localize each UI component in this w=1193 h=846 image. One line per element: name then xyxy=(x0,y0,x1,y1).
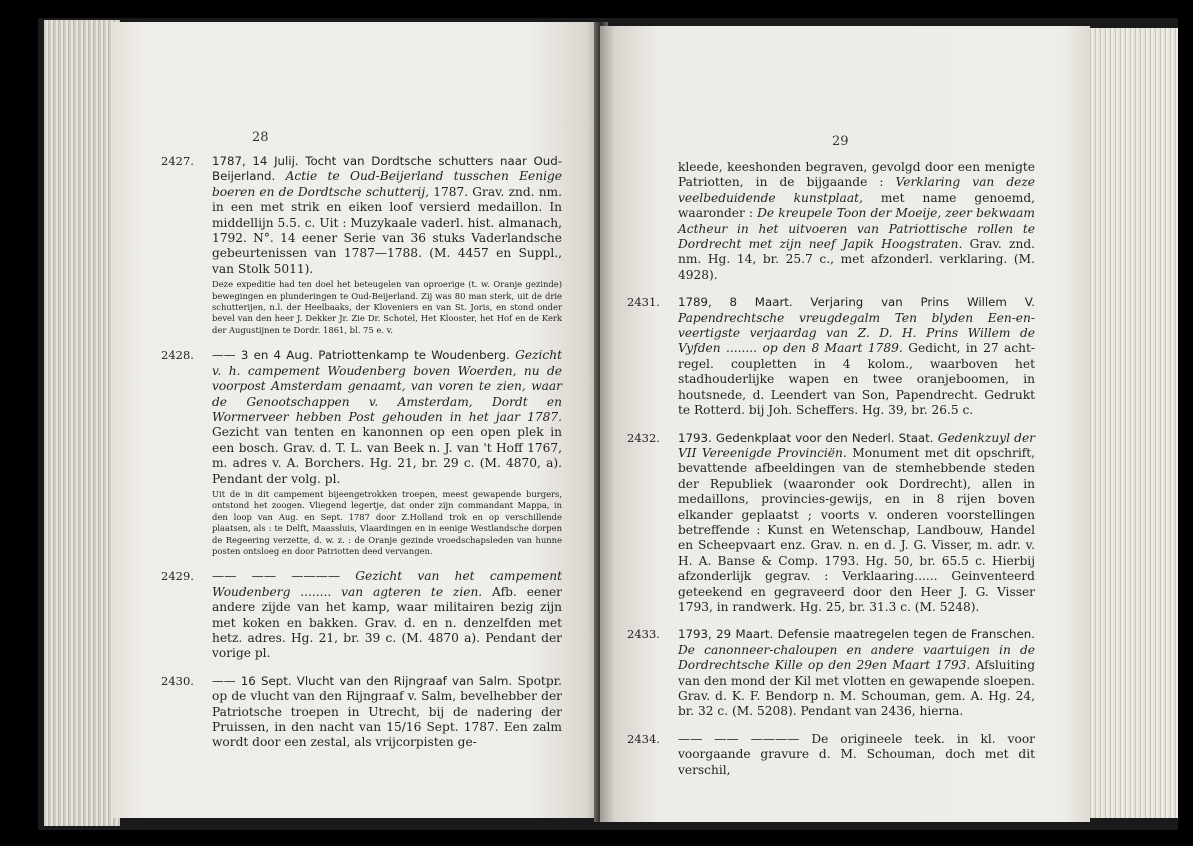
continuation-text-2: met name genoemd, waaronder : xyxy=(678,190,1036,221)
entry-number: 2429. xyxy=(161,569,194,584)
entry-text: Gezicht van tenten en kanonnen op een open plek in een bosch. Grav. d. T. L. van Beek n. J. van 't Hoff 1767, m. adres v. A. Borchers. Hg. 21, br. 29 c. (M. 4870, a). Pendant der volg. pl. xyxy=(212,425,562,486)
right-column xyxy=(627,160,1036,790)
right-page xyxy=(600,26,1090,822)
entry-number: 2430. xyxy=(161,673,194,688)
catalog-entry xyxy=(627,295,1036,418)
page-number: 29 xyxy=(832,134,849,149)
catalog-entry xyxy=(627,430,1036,616)
entry-text: Afb. eener andere zijde van het kamp, waar militairen bezig zijn met koken en bakken. Grav. d. en n. denzelfden met hetz. adres. Hg. 21, br. 39 c. (M. 4870 a). Pendant der vorige pl. xyxy=(212,584,563,661)
continuation-title-2: De kreupele Toon der Moeije, zeer bekwaam Actheur in het uitvoeren van Patriottische rollen te Dordrecht met zijn neef Japik Hoogstraten. xyxy=(678,206,1035,252)
entry-title: Actie te Oud-Beijerland tusschen Eenige boeren en de Dordtsche schutterij, xyxy=(212,169,562,199)
entry-text: De origineele teek. in kl. voor voorgaande gravure d. M. Schouman, doch met dit verschil, xyxy=(678,731,1035,777)
entry-title: Gedenkzuyl der VII Vereenigde Provinciën. xyxy=(678,430,1035,460)
entry-text: 1787. Grav. znd. nm. in een met strik en eiken loof versierd medaillon. In middellijn 5.5. c. Uit : Muzykaale vaderl. hist. almanach, 1792. N°. 14 eener Serie van 36 stuks Vaderlandsche gebeurtenissen van 1787—1788. (M. 4457 en Suppl., van Stolk 5011). xyxy=(212,184,562,276)
left-page-edges xyxy=(44,20,120,826)
entry-heading: —— 3 en 4 Aug. Patriottenkamp te Woudenberg. xyxy=(212,348,510,363)
entry-text: Gedicht, in 27 acht-regel. coupletten in 4 kolom., waarboven het stadhouderlijke wapen en twee oranjeboomen, in houtsnede, d. Leendert van Son, Papendrecht. Gedrukt te Rotterd. bij Joh. Scheffers. Hg. 39, br. 26.5 c. xyxy=(678,341,1036,418)
continued-entry xyxy=(678,160,1035,283)
entry-heading: 1793. Gedenkplaat voor den Nederl. Staat. xyxy=(678,430,934,445)
entry-number: 2433. xyxy=(627,627,660,642)
continuation-text-3: Grav. znd. nm. Hg. 14, br. 25.7 c., met afzonderl. verklaring. (M. 4928). xyxy=(678,237,1035,282)
entry-heading: —— —— ———— xyxy=(212,569,356,584)
catalog-entry xyxy=(627,731,1035,778)
left-column xyxy=(161,154,563,763)
entry-note: Deze expeditie had ten doel het beteugelen van oproerige (t. w. Oranje gezinde) bewegingen en plunderingen te Oud-Beijerland. Zij was 80 man sterk, uit de drie schutterijen, n.l. der Heelbaaks, der Kloveniers en van St. Joris, en stond onder bevel van den heer J. Dekker Jr. Zie Dr. Schotel, Het Klooster, het Hof en de Kerk der Augustijnen te Dordr. 1861, bl. 75 e. v. xyxy=(212,279,562,335)
entry-title: Gezicht van het campement Woudenberg ........ van agteren te zien. xyxy=(212,569,562,599)
entry-heading: —— 16 Sept. Vlucht van den Rijngraaf van Salm. xyxy=(212,673,513,688)
entry-number: 2432. xyxy=(627,430,660,445)
entry-heading: —— —— ———— xyxy=(678,731,812,746)
entry-title: Gezicht v. h. campement Woudenberg boven Woerden, nu de voorpost Amsterdam genaamt, van voren te zien, waar de Genootschappen v. Amsterdam, Dordt en Wormerveer hebben Post gehouden in het jaar 1787. xyxy=(212,348,562,424)
catalog-entry xyxy=(627,627,1035,719)
entry-heading: 1789, 8 Maart. Verjaring van Prins Willem V. xyxy=(678,295,1035,310)
continuation-title: Verklaring van deze veelbeduidende kunstplaat, xyxy=(678,175,1035,205)
entry-heading: 1793, 29 Maart. Defensie maatregelen tegen de Franschen. xyxy=(678,627,1035,642)
entry-title: De canonneer-chaloupen en andere vaartuigen in de Dordrechtsche Kille op den 29en Maart 1793. xyxy=(678,642,1035,673)
entry-number: 2427. xyxy=(161,154,194,168)
catalog-entry xyxy=(161,673,562,751)
catalog-entry xyxy=(161,154,562,336)
right-page-edges xyxy=(1088,28,1178,818)
entry-title: Papendrechtsche vreugdegalm Ten blyden Een-en-veertigste verjaardag van Z. D. H. Prins Willem de Vyfden ........ op den 8 Maart 1789. xyxy=(678,310,1035,356)
entry-note: Uit de in dit campement bijeengetrokken troepen, meest gewapende burgers, ontstond het zoogen. Vliegend legertje, dat onder zijn commandant Mappa, in den loop van Aug. en Sept. 1787 door Z.Holland trok en op verschillende plaatsen, als : te Delft, Maassluis, Vlaardingen en in eenige Westlandsche dorpen de Regeering verzette, d. w. z. : de Oranje gezinde vroedschapsleden van hunne posten ontsloeg en door Patriotten deed vervangen. xyxy=(212,488,562,556)
continuation-text: kleede, keeshonden begraven, gevolgd door een menigte Patriotten, in de bijgaande : xyxy=(678,160,1035,190)
entry-text: Afsluiting van den mond der Kil met vlotten en gewapende sloepen. Grav. d. K. F. Bendorp n. M. Schouman, gem. A. Hg. 24, br. 32 c. (M. 5208). Pendant van 2436, hierna. xyxy=(678,658,1035,719)
page-number: 28 xyxy=(252,130,269,145)
entry-text: Spotpr. op de vlucht van den Rijngraaf v. Salm, bevelhebber der Patriotsche troepen in Utrecht, bij de nadering der Pruissen, in den nacht van 15/16 Sept. 1787. Een zalm wordt door een zestal, als vrijcorpisten ge- xyxy=(212,673,562,750)
entry-number: 2428. xyxy=(161,348,194,363)
catalog-entry xyxy=(161,348,562,557)
catalog-entry xyxy=(161,569,563,661)
entry-number: 2431. xyxy=(627,295,660,310)
entry-number: 2434. xyxy=(627,731,660,746)
entry-heading: 1787, 14 Julij. Tocht van Dordtsche schutters naar Oud-Beijerland. xyxy=(212,154,562,184)
left-page xyxy=(112,22,602,818)
entry-text: Monument met dit opschrift, bevattende afbeeldingen van de stemhebbende steden der Republiek (waaronder ook Dordrecht), allen in medaillons, provincies-gewijs, en in 8 rijen boven elkander geplaatst ; voorts v. onderen voorstellingen betreffende : Kunst en Wetenschap, Landbouw, Handel en Scheepvaart enz. Grav. n. en d. J. G. Visser, m. adr. v. H. A. Banse & Comp. 1793. Hg. 50, br. 65.5 c. Hierbij afzonderlijk gegrav. : Verklaaring...... Geinventeerd geteekend en gegraveerd door den Heer J. G. Visser 1793, in randwerk. Hg. 25, br. 31.3 c. (M. 5248). xyxy=(678,445,1036,614)
